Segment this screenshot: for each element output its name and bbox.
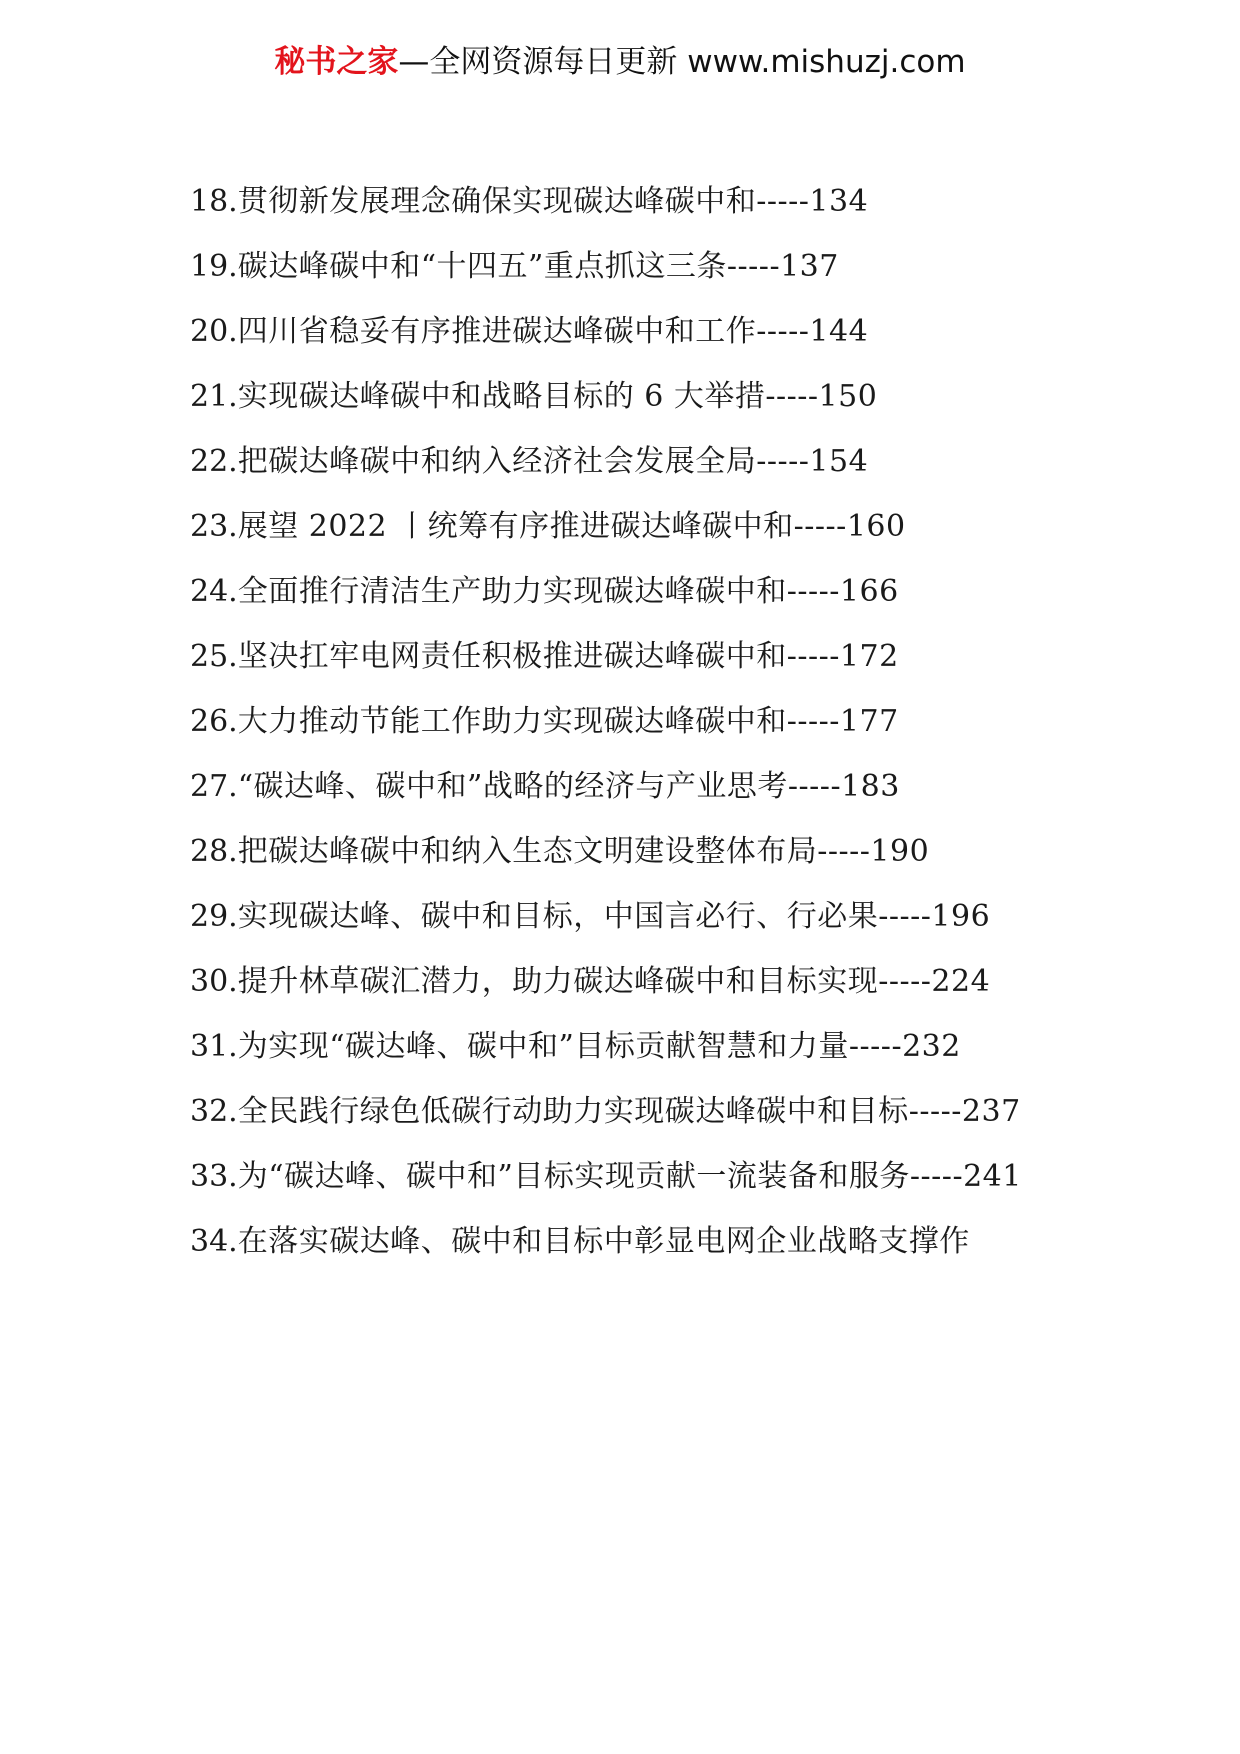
toc-entry-27 xyxy=(190,754,1060,819)
toc-entry-number: 29. xyxy=(190,899,238,934)
toc-entry-text: 坚决扛牢电网责任积极推进碳达峰碳中和-----172 xyxy=(237,639,899,674)
toc-entry-text: 展望 2022 丨统筹有序推进碳达峰碳中和-----160 xyxy=(237,509,906,544)
toc-entry-number: 24. xyxy=(190,574,238,609)
toc-entry-20 xyxy=(190,299,1060,364)
toc-entry-30 xyxy=(190,949,1060,1014)
toc-entry-24 xyxy=(190,559,1060,624)
brand-name: 秘书之家 xyxy=(274,44,399,80)
toc-entry-23 xyxy=(190,494,1060,559)
toc-entry-19 xyxy=(190,234,1060,299)
toc-entry-number: 20. xyxy=(190,314,238,349)
toc-entry-text: 把碳达峰碳中和纳入生态文明建设整体布局-----190 xyxy=(237,834,930,869)
toc-entry-number: 32. xyxy=(190,1094,238,1129)
toc-entry-34 xyxy=(190,1209,1060,1274)
toc-entry-28 xyxy=(190,819,1060,884)
toc-entry-text: 四川省稳妥有序推进碳达峰碳中和工作-----144 xyxy=(237,314,869,349)
toc-entry-number: 22. xyxy=(190,444,238,479)
toc-entry-number: 30. xyxy=(190,964,238,999)
toc-entry-text: 为实现“碳达峰、碳中和”目标贡献智慧和力量-----232 xyxy=(237,1029,961,1064)
toc-entry-31 xyxy=(190,1014,1060,1079)
toc-entry-22 xyxy=(190,429,1060,494)
toc-entry-text: 在落实碳达峰、碳中和目标中彰显电网企业战略支撑作 xyxy=(237,1224,970,1259)
toc-entry-29 xyxy=(190,884,1060,949)
toc-entry-text: 实现碳达峰、碳中和目标，中国言必行、行必果-----196 xyxy=(237,899,991,934)
toc-entry-26 xyxy=(190,689,1060,754)
toc-entry-number: 21. xyxy=(190,379,238,414)
table-of-contents xyxy=(190,169,1060,1274)
toc-entry-number: 23. xyxy=(190,509,238,544)
toc-entry-number: 27. xyxy=(190,769,238,804)
page-header xyxy=(0,40,1240,84)
header-tagline: —全网资源每日更新 www.mishuzj.com xyxy=(398,44,966,80)
toc-entry-text: 为“碳达峰、碳中和”目标实现贡献一流装备和服务-----241 xyxy=(237,1159,1022,1194)
toc-entry-number: 25. xyxy=(190,639,238,674)
toc-entry-text: “碳达峰、碳中和”战略的经济与产业思考-----183 xyxy=(237,769,900,804)
toc-entry-25 xyxy=(190,624,1060,689)
toc-entry-number: 34. xyxy=(190,1224,238,1259)
toc-entry-text: 把碳达峰碳中和纳入经济社会发展全局-----154 xyxy=(237,444,869,479)
toc-entry-text: 贯彻新发展理念确保实现碳达峰碳中和-----134 xyxy=(237,184,869,219)
toc-entry-21 xyxy=(190,364,1060,429)
toc-entry-text: 提升林草碳汇潜力，助力碳达峰碳中和目标实现-----224 xyxy=(237,964,991,999)
toc-entry-text: 大力推动节能工作助力实现碳达峰碳中和-----177 xyxy=(237,704,899,739)
toc-entry-number: 26. xyxy=(190,704,238,739)
toc-entry-text: 碳达峰碳中和“十四五”重点抓这三条-----137 xyxy=(237,249,839,284)
toc-entry-number: 33. xyxy=(190,1159,238,1194)
toc-entry-text: 全面推行清洁生产助力实现碳达峰碳中和-----166 xyxy=(237,574,899,609)
toc-entry-number: 19. xyxy=(190,249,238,284)
toc-entry-text: 全民践行绿色低碳行动助力实现碳达峰碳中和目标-----237 xyxy=(237,1094,1021,1129)
toc-entry-number: 31. xyxy=(190,1029,238,1064)
toc-entry-text: 实现碳达峰碳中和战略目标的 6 大举措-----150 xyxy=(237,379,878,414)
toc-entry-number: 18. xyxy=(190,184,238,219)
toc-entry-18 xyxy=(190,169,1060,234)
toc-entry-number: 28. xyxy=(190,834,238,869)
toc-entry-32 xyxy=(190,1079,1060,1144)
toc-entry-33 xyxy=(190,1144,1060,1209)
